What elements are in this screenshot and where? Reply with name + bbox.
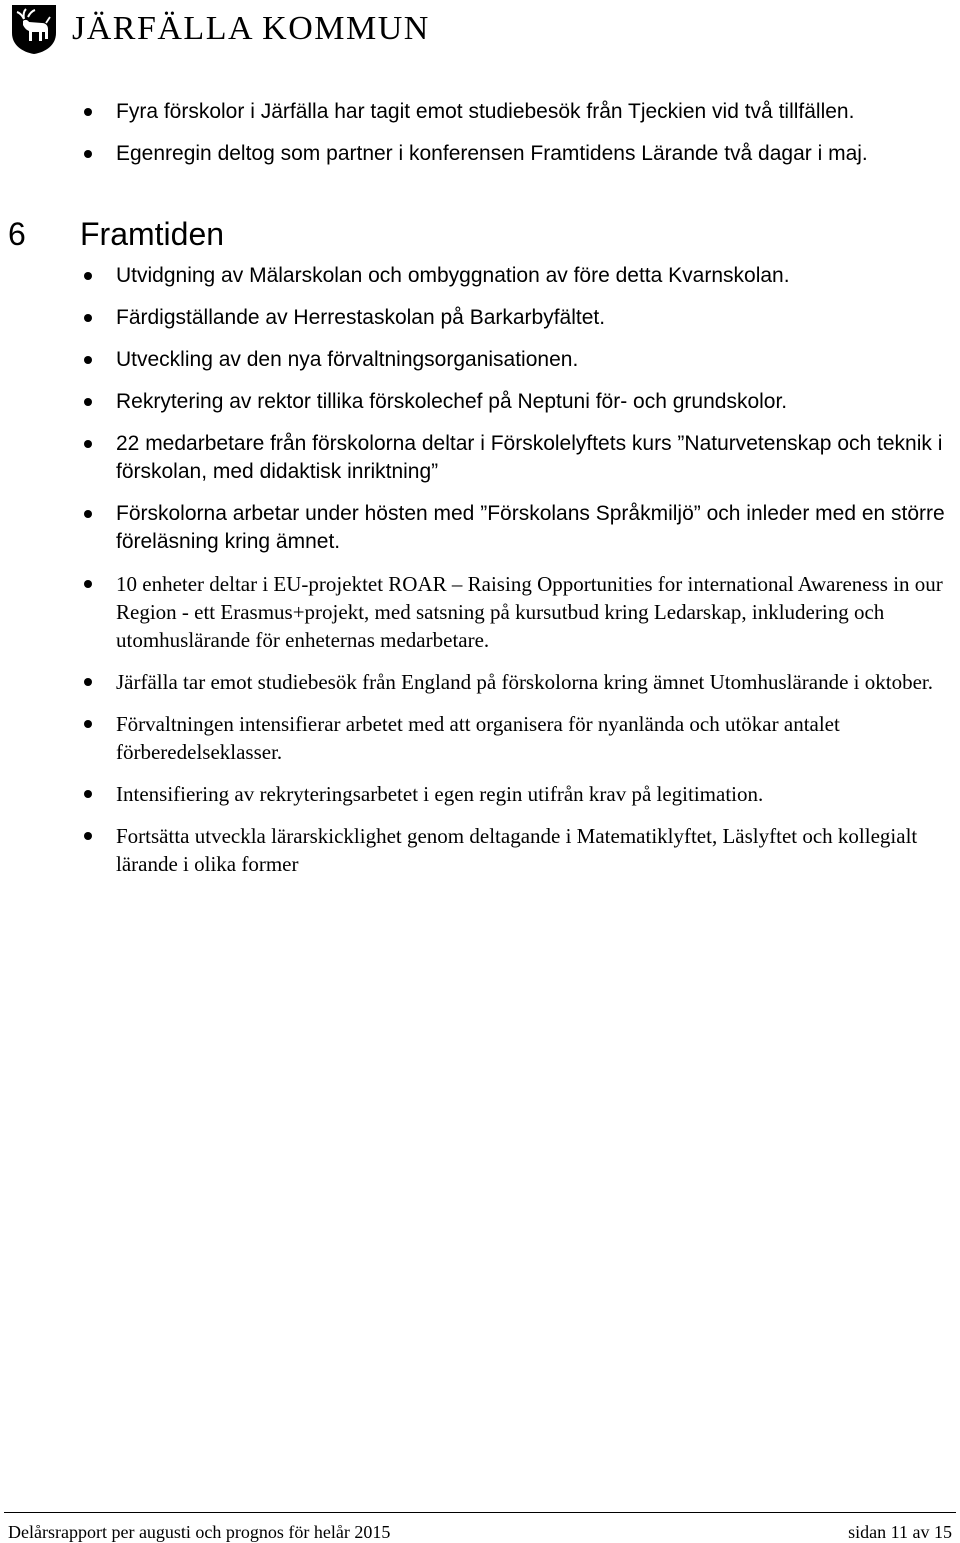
list-item: Järfälla tar emot studiebesök från England på förskolorna kring ämnet Utomhuslärande i oktober. [0, 668, 960, 696]
list-item: Fortsätta utveckla lärarskicklighet genom deltagande i Matematiklyftet, Läslyftet och kollegialt lärande i olika former [0, 822, 960, 878]
reindeer-crest-icon [8, 3, 60, 55]
list-item: Förvaltningen intensifierar arbetet med att organisera för nyanlända och utökar antalet förberedelseklasser. [0, 710, 960, 766]
bullet-icon [84, 720, 92, 728]
list-item: Egenregin deltog som partner i konferensen Framtidens Lärande två dagar i maj. [0, 140, 960, 168]
section-bullet-list [0, 262, 960, 878]
footer-report-title: Delårsrapport per augusti och prognos för helår 2015 [8, 1522, 391, 1542]
bullet-icon [84, 108, 92, 116]
list-item: Utveckling av den nya förvaltningsorganisationen. [0, 346, 960, 374]
header-logo [8, 3, 430, 55]
bullet-icon [84, 272, 92, 280]
bullet-icon [84, 832, 92, 840]
list-item: Rekrytering av rektor tillika förskolechef på Neptuni för- och grundskolor. [0, 388, 960, 416]
bullet-icon [84, 314, 92, 322]
list-item: Förskolorna arbetar under hösten med ”Förskolans Språkmiljö” och inleder med en större föreläsning kring ämnet. [0, 500, 960, 556]
logo-text: JÄRFÄLLA KOMMUN [72, 10, 430, 47]
top-bullet-list [0, 98, 960, 168]
section-number: 6 [8, 216, 26, 252]
bullet-icon [84, 790, 92, 798]
list-item: Färdigställande av Herrestaskolan på Barkarbyfältet. [0, 304, 960, 332]
list-item: 22 medarbetare från förskolorna deltar i Förskolelyftets kurs ”Naturvetenskap och teknik i förskolan, med didaktisk inriktning” [0, 430, 960, 486]
list-item: Fyra förskolor i Järfälla har tagit emot studiebesök från Tjeckien vid två tillfällen. [0, 98, 960, 126]
bullet-icon [84, 150, 92, 158]
bullet-icon [84, 678, 92, 686]
page-footer [4, 1512, 956, 1543]
bullet-icon [84, 580, 92, 588]
bullet-icon [84, 398, 92, 406]
list-item: Utvidgning av Mälarskolan och ombyggnation av före detta Kvarnskolan. [0, 262, 960, 290]
bullet-icon [84, 510, 92, 518]
bullet-icon [84, 440, 92, 448]
bullet-icon [84, 356, 92, 364]
list-item: 10 enheter deltar i EU-projektet ROAR – Raising Opportunities for international Awareness in our Region - ett Erasmus+projekt, med satsning på kursutbud kring Ledarskap, inkludering och utomhuslärande för enheternas medarbetare. [0, 570, 960, 654]
section-title: Framtiden [80, 216, 225, 252]
section-heading [8, 214, 224, 254]
list-item: Intensifiering av rekryteringsarbetet i egen regin utifrån krav på legitimation. [0, 780, 960, 808]
footer-page-number: sidan 11 av 15 [848, 1522, 952, 1542]
